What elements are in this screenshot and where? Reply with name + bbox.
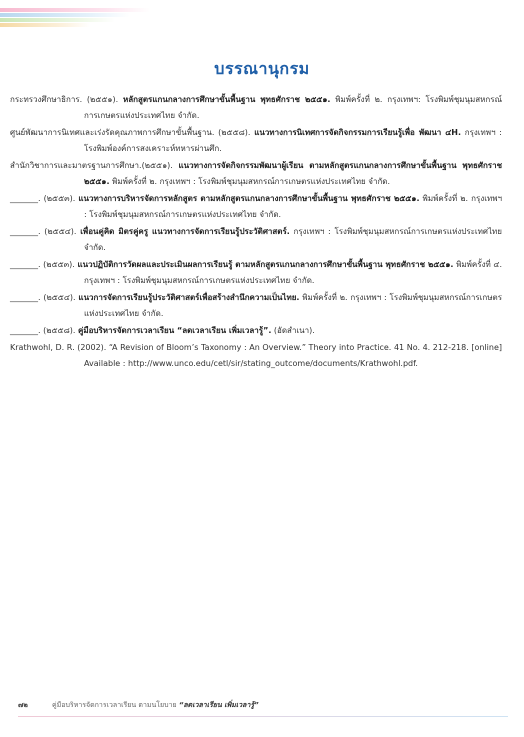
entry-title: หลักสูตรแกนกลางการศึกษาขั้นพื้นฐาน พุทธศักราช ๒๕๕๑. [122,95,331,104]
bibliography-list [10,92,502,373]
bibliography-entry [10,224,502,256]
entry-author-year: _______. (๒๕๕๔). [10,227,81,236]
header-color-bands [0,0,524,40]
entry-publication: พิมพ์ครั้งที่ ๒. กรุงเทพฯ : โรงพิมพ์ชุมนุมสหกรณ์การเกษตรแห่งประเทศไทย จำกัด. [84,293,502,318]
blue-band [0,13,130,17]
entry-publication: กรุงเทพฯ : โรงพิมพ์ชุมนุมสหกรณ์การเกษตรแห่งประเทศไทย จำกัด. [84,227,502,252]
entry-title: แนวการจัดการเรียนรู้ประวัติศาสตร์เพื่อสร้างสำนึกความเป็นไทย. [78,293,300,302]
entry-author-year: กระทรวงศึกษาธิการ. (๒๕๕๑). [10,95,123,104]
entry-author-year: _______. (๒๕๕๓). [10,194,79,203]
bibliography-entry-english [10,340,502,372]
entry-author-year: _______. (๒๕๕๘). [10,326,78,335]
entry-publication: พิมพ์ครั้งที่ ๒. กรุงเทพฯ: โรงพิมพ์ชุมนุมสหกรณ์การเกษตรแห่งประเทศไทย จำกัด. [84,95,502,120]
bibliography-entry [10,290,502,322]
bibliography-entry [10,323,502,339]
bibliography-entry [10,92,502,124]
bibliography-entry [10,125,502,157]
orange-band [0,23,90,27]
page-number: ๗๒ [18,701,28,709]
footer-book-title: คู่มือบริหารจัดการเวลาเรียน ตามนโยบาย [52,701,179,709]
entry-publication: พิมพ์ครั้งที่ ๒. กรุงเทพฯ : โรงพิมพ์ชุมนุมสหกรณ์การเกษตรแห่งประเทศไทย จำกัด. [84,194,502,219]
entry-author-year: ศูนย์พัฒนาการนิเทศและเร่งรัดคุณภาพการศึกษาขั้นพื้นฐาน. (๒๕๕๘). [10,128,255,137]
entry-title: แนวปฏิบัติการวัดผลและประเมินผลการเรียนรู้ ตามหลักสูตรแกนกลางการศึกษาขั้นพื้นฐาน พุทธศักราช ๒๕๕๑. [77,260,454,269]
pink-band [0,8,150,12]
page-title: บรรณานุกรม [214,59,310,78]
footer-campaign-quote: “ลดเวลาเรียน เพิ่มเวลารู้” [178,701,259,709]
entry-author-year: _______. (๒๕๕๓). [10,260,78,269]
bibliography-entry [10,191,502,223]
entry-publication: พิมพ์ครั้งที่ ๔. กรุงเทพฯ : โรงพิมพ์ชุมนุมสหกรณ์การเกษตรแห่งประเทศไทย จำกัด. [84,260,502,285]
page-footer [18,700,508,714]
bibliography-entry [10,158,502,190]
entry-title: คู่มือบริหารจัดการเวลาเรียน “ลดเวลาเรียน เพิ่มเวลารู้”. [77,326,272,335]
entry-title: แนวทางการจัดกิจกรรมพัฒนาผู้เรียน ตามหลักสูตรแกนกลางการศึกษาขั้นพื้นฐาน พุทธศักราช ๒๕๕๑. [84,161,503,186]
entry-full-citation: Krathwohl, D. R. (2002). “A Revision of Bloom’s Taxonomy : An Overview.” Theory into Practice. 41 No. 4. 212-218. [online] Available : http://www.unco.edu/cetl/sir/stating_outcome/documents/Krathwohl.pdf. [10,343,502,368]
bibliography-entry [10,257,502,289]
entry-title: แนวทางการบริหารจัดการหลักสูตร ตามหลักสูตรแกนกลางการศึกษาขั้นพื้นฐาน พุทธศักราช ๒๕๕๑. [78,194,420,203]
entry-author-year: _______. (๒๕๕๔). [10,293,79,302]
entry-title: เพื่อนคู่คิด มิตรคู่ครู แนวทางการจัดการเรียนรู้ประวัติศาสตร์. [80,227,290,236]
entry-title: แนวทางการนิเทศการจัดกิจกรรมการเรียนรู้เพื่อ พัฒนา ๔H. [254,128,462,137]
entry-publication: พิมพ์ครั้งที่ ๒. กรุงเทพฯ : โรงพิมพ์ชุมนุมสหกรณ์การเกษตรแห่งประเทศไทย จำกัด. [109,177,391,186]
entry-author-year: สำนักวิชาการและมาตรฐานการศึกษา.(๒๕๕๑). [10,161,179,170]
green-band [0,18,115,22]
entry-publication: (อัดสำเนา). [271,326,315,335]
entry-publication: กรุงเทพฯ : โรงพิมพ์องค์การสงเคราะห์ทหารผ่านศึก. [84,128,502,153]
footer-divider [18,716,508,717]
